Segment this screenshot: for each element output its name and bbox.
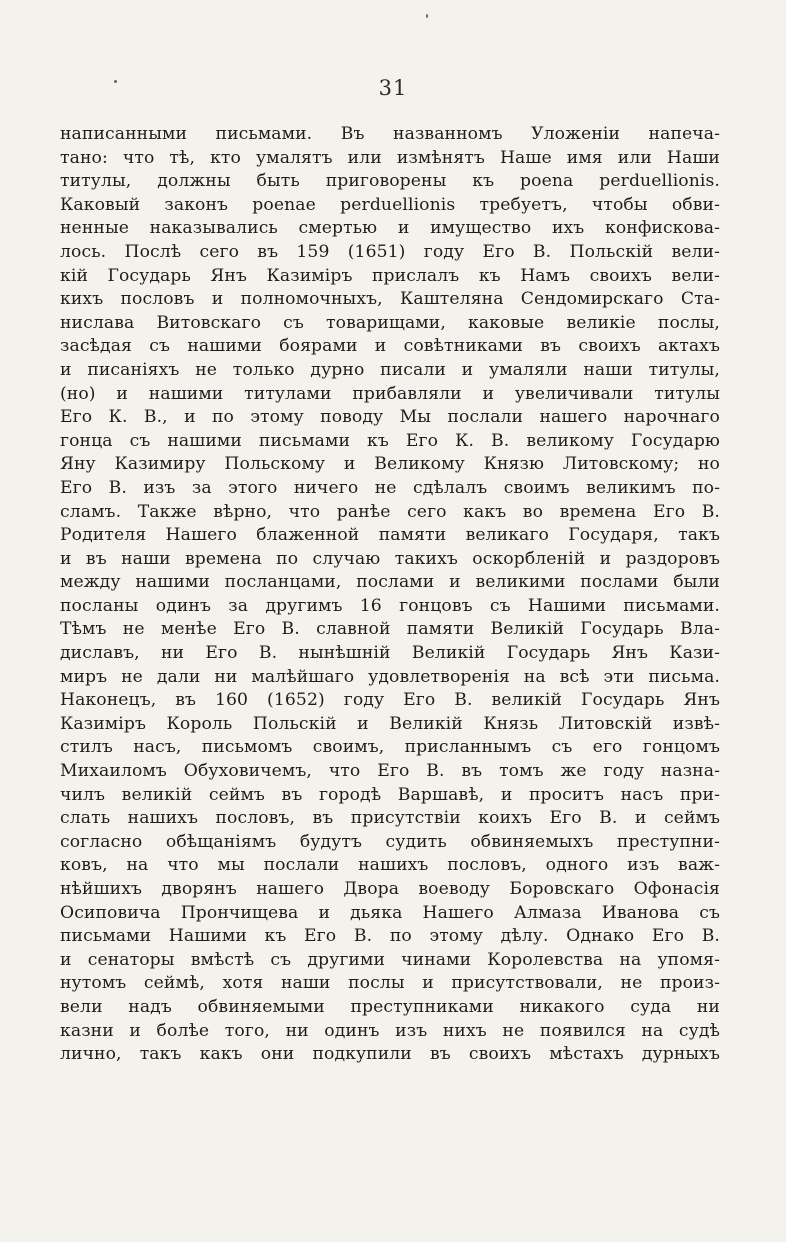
text-line: (но) и нашими титулами прибавляли и увеличивали титулы [60,383,720,404]
text-line: Казиміръ Король Польскій и Великій Князь Литовскій извѣ- [60,713,720,734]
paper-speck [114,80,117,83]
text-line: Тѣмъ не менѣе Его В. славной памяти Великій Государь Вла- [60,619,720,640]
text-line: тано: что тѣ, кто умалятъ или измѣнятъ Наше имя или Наши [60,147,720,168]
text-line: засѣдая съ нашими боярами и совѣтниками въ своихъ актахъ [60,336,720,357]
text-line: стилъ насъ, письмомъ своимъ, присланнымъ съ его гонцомъ [60,737,720,758]
text-line: ковъ, на что мы послали нашихъ пословъ, одного изъ важ- [60,855,720,876]
text-line: и въ наши времена по случаю такихъ оскорбленій и раздоровъ [60,548,720,569]
text-line: нѣйшихъ дворянъ нашего Двора воеводу Боровскаго Офонасія [60,879,720,899]
text-line: титулы, должны быть приговорены къ poena perduellionis. [60,171,720,192]
text-line: чилъ великій сеймъ въ городѣ Варшавѣ, и проситъ насъ при- [60,784,720,805]
text-line: Родителя Нашего блаженной памяти великаго Государя, такъ [60,525,720,546]
text-line: ненные наказывались смертью и имущество ихъ конфискова- [60,218,720,239]
text-line: между нашими посланцами, послами и великими послами были [60,572,720,593]
text-line: лично, такъ какъ они подкупили въ своихъ мѣстахъ дурныхъ [60,1044,720,1065]
text-line: миръ не дали ни малѣйшаго удовлетворенія на всѣ эти письма. [60,666,720,687]
text-line: лось. Послѣ сего въ 159 (1651) году Его В. Польскій вели- [60,241,720,262]
text-line: кій Государь Янъ Казиміръ прислалъ къ Намъ своихъ вели- [60,265,720,286]
text-line: Каковый законъ poenae perduellionis требуетъ, чтобы обви- [60,194,720,215]
text-line: и сенаторы вмѣстѣ съ другими чинами Королевства на упомя- [60,949,720,970]
text-line: Наконецъ, въ 160 (1652) году Его В. великій Государь Янъ [60,690,720,711]
page-number: 31 [378,76,408,100]
text-line: и писаніяхъ не только дурно писали и умаляли наши титулы, [60,359,720,380]
text-line: посланы одинъ за другимъ 16 гонцовъ съ Нашими письмами. [60,595,720,616]
text-line: казни и болѣе того, ни одинъ изъ нихъ не появился на судѣ [60,1020,720,1041]
text-line: письмами Нашими къ Его В. по этому дѣлу. Однако Его В. [60,926,720,947]
text-line: Его К. В., и по этому поводу Мы послали нашего нарочнаго [60,407,720,428]
text-line: Его В. изъ за этого ничего не сдѣлалъ своимъ великимъ по- [60,477,720,498]
text-line: Яну Казимиру Польскому и Великому Князю Литовскому; но [60,454,720,475]
text-line: сламъ. Также вѣрно, что ранѣе сего какъ во времена Его В. [60,501,720,522]
text-line: написанными письмами. Въ названномъ Уложеніи напеча- [60,124,720,144]
text-line: вели надъ обвиняемыми преступниками никакого суда ни [60,996,720,1017]
body-text [60,123,720,1067]
text-line: нутомъ сеймѣ, хотя наши послы и присутствовали, не произ- [60,973,720,994]
text-line: диславъ, ни Его В. нынѣшній Великій Государь Янъ Кази- [60,643,720,664]
text-line: кихъ пословъ и полномочныхъ, Каштеляна Сендомирскаго Ста- [60,289,720,310]
paper-speck [426,14,428,18]
text-line: слать нашихъ пословъ, въ присутствіи коихъ Его В. и сеймъ [60,808,720,829]
text-line: Осиповича Прончищева и дьяка Нашего Алмаза Иванова съ [60,902,720,923]
text-line: Михаиломъ Обуховичемъ, что Его В. въ томъ же году назна- [60,761,720,782]
text-line: согласно обѣщаніямъ будутъ судить обвиняемыхъ преступни- [60,831,720,852]
text-line: нислава Витовскаго съ товарищами, каковые великіе послы, [60,312,720,333]
text-line: гонца съ нашими письмами къ Его К. В. великому Государю [60,430,720,451]
